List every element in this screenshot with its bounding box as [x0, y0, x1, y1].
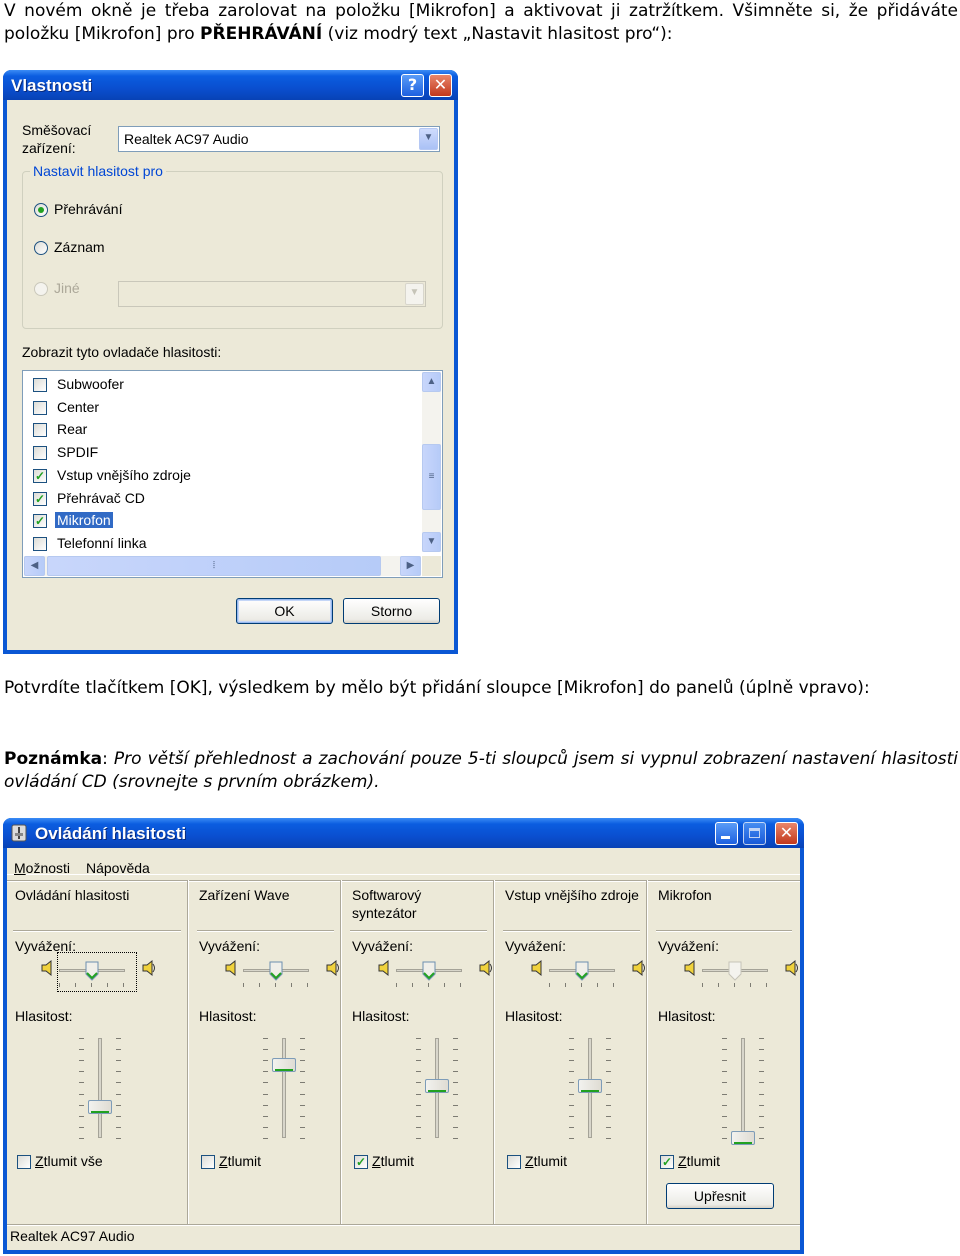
balance-tick [597, 983, 598, 987]
volume-tick-left [416, 1071, 421, 1072]
volume-tick-right [300, 1071, 305, 1072]
mute-checkbox[interactable]: ✓ [661, 1155, 673, 1169]
balance-label: Vyvážení: [658, 938, 719, 954]
mute-label: Ztlumit [372, 1153, 415, 1169]
menu-bar [7, 848, 800, 875]
mute-label: Ztlumit [219, 1153, 262, 1169]
volume-tick-left [263, 1049, 268, 1050]
column-header-separator [350, 930, 487, 932]
speaker-left-icon [40, 959, 56, 977]
column-separator [646, 880, 648, 1224]
volume-label: Hlasitost: [15, 1008, 73, 1024]
volume-tick-left [416, 1127, 421, 1128]
list-item-checkbox[interactable]: ✓ [34, 468, 46, 483]
minimize-icon [721, 836, 730, 839]
volume-tick-right [453, 1038, 458, 1039]
intro-text-2: (viz modrý text „Nastavit hlasitost pro“): [322, 24, 673, 44]
list-item-checkbox[interactable]: ✓ [34, 514, 46, 529]
volume-tick-left [79, 1082, 84, 1083]
volume-tick-right [453, 1060, 458, 1061]
volume-tick-right [453, 1116, 458, 1117]
volume-tick-left [722, 1138, 727, 1139]
menu-help[interactable]: Nápověda [86, 860, 150, 876]
list-item-label[interactable]: Vstup vnějšího zdroje [57, 466, 191, 483]
volume-tick-left [79, 1049, 84, 1050]
volume-tick-right [300, 1116, 305, 1117]
list-item-label[interactable]: Rear [57, 421, 88, 438]
volume-tick-left [569, 1049, 574, 1050]
menu-options[interactable]: Možnosti [14, 860, 71, 876]
balance-tick [291, 983, 292, 987]
radio-playback[interactable] [34, 203, 48, 217]
radio-other-label: Jiné [54, 280, 80, 296]
volume-tick-right [759, 1060, 764, 1061]
volume-tick-left [416, 1082, 421, 1083]
mute-label: Ztlumit [525, 1153, 568, 1169]
volume-tick-left [722, 1116, 727, 1117]
balance-tick [750, 983, 751, 987]
volume-tick-left [263, 1071, 268, 1072]
volume-tick-right [116, 1105, 121, 1106]
volume-tick-right [300, 1060, 305, 1061]
volume-tick-right [300, 1127, 305, 1128]
volume-tick-right [116, 1094, 121, 1095]
volume-slider-thumb[interactable] [272, 1058, 296, 1072]
volume-tick-left [263, 1127, 268, 1128]
balance-tick [565, 983, 566, 987]
speaker-right-icon [141, 959, 157, 977]
volume-tick-right [759, 1082, 764, 1083]
column-name: Mikrofon [658, 887, 712, 903]
volume-tick-right [759, 1105, 764, 1106]
balance-tick [460, 983, 461, 987]
volume-tick-left [79, 1116, 84, 1117]
group-label: Nastavit hlasitost pro [30, 163, 166, 179]
volume-tick-right [759, 1094, 764, 1095]
list-item-checkbox[interactable] [33, 537, 47, 551]
advanced-button-label: Upřesnit [693, 1188, 747, 1204]
column-separator [340, 880, 342, 1224]
volume-tick-right [606, 1038, 611, 1039]
balance-tick [734, 983, 735, 987]
list-item-label[interactable]: Telefonní linka [57, 534, 147, 551]
radio-playback-label: Přehrávání [54, 201, 123, 217]
balance-slider-thumb [728, 961, 742, 981]
balance-label: Vyvážení: [505, 938, 566, 954]
status-bar-text: Realtek AC97 Audio [10, 1228, 135, 1244]
volume-tick-right [116, 1049, 121, 1050]
volume-tick-left [263, 1060, 268, 1061]
volume-tick-left [569, 1038, 574, 1039]
scroll-thumb-vertical[interactable]: ≡ [422, 444, 441, 510]
volume-tick-left [79, 1127, 84, 1128]
speaker-right-icon [784, 959, 800, 977]
volume-tick-left [416, 1038, 421, 1039]
intro-text-1: V novém okně je třeba zarolovat na položku [Mikrofon] a aktivovat ji zatržítkem. Všimněte si, že přidáváte položku [Mikrofon] pro [4, 1, 958, 44]
balance-tick [613, 983, 614, 987]
mixer-device-combo[interactable] [118, 126, 440, 152]
list-item-checkbox[interactable] [33, 423, 47, 437]
volume-tick-right [300, 1105, 305, 1106]
properties-window [3, 70, 458, 654]
volume-tick-left [416, 1049, 421, 1050]
volume-tick-left [416, 1138, 421, 1139]
note-text: Pro větší přehlednost a zachování pouze 5-ti sloupců jsem si vypnul zobrazení nastavení hlasitosti ovládání CD (srovnejte s prvním obrázkem). [4, 749, 958, 792]
maximize-button[interactable] [743, 822, 766, 845]
volume-tick-right [606, 1049, 611, 1050]
mixer-device-value: Realtek AC97 Audio [124, 131, 249, 147]
volume-tick-left [569, 1071, 574, 1072]
cancel-button[interactable]: Storno [343, 598, 440, 624]
balance-label: Vyvážení: [199, 938, 260, 954]
controls-label: Zobrazit tyto ovladače hlasitosti: [22, 344, 222, 360]
volume-slider-thumb[interactable] [88, 1100, 112, 1114]
list-item-checkbox[interactable]: ✓ [34, 491, 46, 506]
volume-tick-left [416, 1094, 421, 1095]
status-separator [7, 1224, 800, 1226]
volume-tick-right [116, 1138, 121, 1139]
volume-tick-right [116, 1116, 121, 1117]
ok-button[interactable]: OK [236, 598, 333, 624]
volume-tick-left [569, 1094, 574, 1095]
volume-tick-left [416, 1105, 421, 1106]
volume-tick-right [606, 1138, 611, 1139]
column-name-line2: syntezátor [352, 905, 417, 921]
volume-tick-left [79, 1060, 84, 1061]
scroll-up-button[interactable]: ▲ [422, 372, 441, 392]
volume-tick-right [759, 1127, 764, 1128]
balance-label: Vyvážení: [15, 938, 76, 954]
mixer-label-1: Směšovací [22, 122, 92, 138]
menu-separator [7, 880, 800, 882]
scrollbar-corner [422, 556, 441, 576]
scroll-down-button[interactable]: ▼ [422, 532, 441, 552]
scroll-right-button[interactable]: ▶ [400, 556, 421, 576]
volume-tick-left [722, 1094, 727, 1095]
list-item-checkbox[interactable] [33, 378, 47, 392]
volume-tick-left [722, 1127, 727, 1128]
volume-tick-left [79, 1038, 84, 1039]
volume-tick-right [300, 1038, 305, 1039]
volume-tick-right [453, 1082, 458, 1083]
list-item-checkbox[interactable] [33, 446, 47, 460]
advanced-button[interactable] [666, 1183, 774, 1209]
scroll-left-button[interactable]: ◀ [24, 556, 45, 576]
balance-tick [581, 983, 582, 987]
mute-checkbox[interactable]: ✓ [355, 1155, 367, 1169]
radio-recording-label: Záznam [54, 239, 105, 255]
volume-tick-left [722, 1082, 727, 1083]
column-name: Ovládání hlasitosti [15, 887, 130, 903]
confirm-paragraph: Potvrdíte tlačítkem [OK], výsledkem by mělo být přidání sloupce [Mikrofon] do panelů (úplně vpravo): [4, 678, 870, 698]
volume-tick-left [569, 1127, 574, 1128]
menu-options-label: ožnosti [25, 860, 71, 876]
balance-tick [718, 983, 719, 987]
volume-window [3, 818, 804, 1254]
volume-tick-left [569, 1138, 574, 1139]
volume-titlebar [3, 818, 804, 848]
balance-tick [275, 983, 276, 987]
volume-tick-left [722, 1049, 727, 1050]
controls-listbox[interactable] [22, 370, 443, 578]
balance-tick [396, 983, 397, 987]
radio-recording[interactable] [34, 241, 48, 255]
mixer-label-2: zařízení: [22, 140, 76, 156]
speaker-right-icon [478, 959, 494, 977]
radio-dot-icon [38, 207, 44, 213]
volume-tick-right [116, 1082, 121, 1083]
volume-tick-left [263, 1082, 268, 1083]
properties-title: Vlastnosti [11, 76, 93, 95]
note-colon: : [102, 749, 114, 769]
volume-tick-left [722, 1071, 727, 1072]
volume-tick-right [300, 1049, 305, 1050]
balance-tick [766, 983, 767, 987]
volume-tick-right [759, 1049, 764, 1050]
volume-slider-thumb[interactable] [425, 1079, 449, 1093]
volume-tick-right [606, 1071, 611, 1072]
volume-tick-right [453, 1094, 458, 1095]
volume-app-icon [10, 824, 28, 842]
speaker-right-icon [631, 959, 647, 977]
volume-tick-right [116, 1038, 121, 1039]
volume-tick-left [569, 1060, 574, 1061]
volume-tick-left [79, 1138, 84, 1139]
volume-tick-right [759, 1038, 764, 1039]
mute-checkbox[interactable] [201, 1155, 215, 1169]
speaker-left-icon [377, 959, 393, 977]
volume-tick-right [453, 1105, 458, 1106]
volume-label: Hlasitost: [505, 1008, 563, 1024]
volume-tick-right [759, 1116, 764, 1117]
minimize-button[interactable] [715, 822, 738, 845]
maximize-icon [749, 828, 760, 838]
volume-label: Hlasitost: [658, 1008, 716, 1024]
volume-tick-left [79, 1071, 84, 1072]
column-separator [493, 880, 495, 1224]
volume-tick-left [722, 1060, 727, 1061]
list-item-label[interactable]: Subwoofer [57, 376, 124, 392]
balance-label: Vyvážení: [352, 938, 413, 954]
note-label: Poznámka [4, 749, 103, 769]
volume-tick-left [569, 1105, 574, 1106]
mute-checkbox[interactable] [17, 1155, 31, 1169]
properties-client [7, 100, 454, 650]
volume-tick-left [722, 1105, 727, 1106]
volume-title: Ovládání hlasitosti [35, 824, 187, 843]
balance-focus-rect [57, 952, 137, 992]
column-name: Softwarový [352, 887, 422, 903]
close-button[interactable]: ✕ [429, 74, 452, 97]
list-item-label[interactable]: SPDIF [57, 444, 99, 461]
column-separator [187, 880, 189, 1224]
volume-tick-right [300, 1094, 305, 1095]
column-header-separator [503, 930, 640, 932]
volume-tick-right [300, 1138, 305, 1139]
volume-tick-left [263, 1038, 268, 1039]
volume-tick-left [722, 1038, 727, 1039]
volume-tick-left [79, 1105, 84, 1106]
volume-tick-left [569, 1082, 574, 1083]
scroll-thumb-horizontal[interactable]: ⦙ [47, 556, 381, 576]
mute-checkbox[interactable] [507, 1155, 521, 1169]
volume-tick-right [453, 1138, 458, 1139]
volume-tick-right [606, 1094, 611, 1095]
volume-track [741, 1038, 745, 1138]
volume-tick-right [606, 1105, 611, 1106]
volume-tick-left [263, 1116, 268, 1117]
chevron-down-icon[interactable]: ▼ [419, 128, 438, 150]
volume-slider-thumb[interactable] [731, 1131, 755, 1145]
list-item-label[interactable]: Mikrofon [57, 512, 111, 529]
volume-tick-left [79, 1094, 84, 1095]
list-item-label[interactable]: Přehrávač CD [57, 489, 145, 506]
speaker-left-icon [224, 959, 240, 977]
volume-slider-thumb[interactable] [578, 1079, 602, 1093]
volume-tick-right [453, 1049, 458, 1050]
balance-tick [549, 983, 550, 987]
radio-other [34, 282, 48, 296]
balance-tick [428, 983, 429, 987]
intro-paragraph [4, 0, 958, 46]
volume-tick-left [416, 1116, 421, 1117]
volume-tick-right [116, 1127, 121, 1128]
speaker-left-icon [683, 959, 699, 977]
column-header-separator [656, 930, 792, 932]
column-header-separator [197, 930, 334, 932]
mute-label: Ztlumit vše [35, 1153, 103, 1169]
balance-tick [444, 983, 445, 987]
volume-tick-right [606, 1082, 611, 1083]
column-name: Vstup vnějšího zdroje [505, 887, 639, 903]
speaker-right-icon [325, 959, 341, 977]
volume-tick-right [606, 1060, 611, 1061]
note-paragraph [4, 748, 958, 794]
other-device-combo [118, 281, 426, 307]
help-button[interactable]: ? [401, 74, 424, 97]
balance-tick [702, 983, 703, 987]
volume-tick-right [300, 1082, 305, 1083]
volume-tick-left [569, 1116, 574, 1117]
balance-tick [307, 983, 308, 987]
volume-tick-right [606, 1127, 611, 1128]
balance-tick [412, 983, 413, 987]
volume-tick-left [263, 1138, 268, 1139]
list-item-checkbox[interactable] [33, 401, 47, 415]
volume-label: Hlasitost: [352, 1008, 410, 1024]
chevron-down-icon: ▼ [405, 283, 424, 305]
volume-tick-left [416, 1060, 421, 1061]
intro-bold: PŘEHRÁVÁNÍ [200, 24, 323, 44]
volume-label: Hlasitost: [199, 1008, 257, 1024]
column-header-separator [13, 930, 181, 932]
volume-tick-right [759, 1071, 764, 1072]
volume-close-button[interactable]: ✕ [775, 822, 798, 845]
volume-tick-left [263, 1105, 268, 1106]
volume-tick-right [116, 1071, 121, 1072]
volume-client [7, 848, 800, 1250]
volume-track [282, 1038, 286, 1138]
volume-tick-right [759, 1138, 764, 1139]
balance-slider-thumb[interactable] [422, 961, 436, 981]
speaker-left-icon [530, 959, 546, 977]
balance-tick [243, 983, 244, 987]
volume-tick-left [263, 1094, 268, 1095]
balance-slider-thumb[interactable] [269, 961, 283, 981]
column-name: Zařízení Wave [199, 887, 290, 903]
volume-tick-right [606, 1116, 611, 1117]
volume-tick-right [453, 1071, 458, 1072]
mute-label: Ztlumit [678, 1153, 721, 1169]
volume-tick-right [116, 1060, 121, 1061]
volume-tick-right [453, 1127, 458, 1128]
volume-track [98, 1038, 102, 1138]
properties-titlebar [3, 70, 458, 100]
balance-slider-thumb[interactable] [575, 961, 589, 981]
balance-tick [259, 983, 260, 987]
list-item-label[interactable]: Center [57, 398, 100, 415]
